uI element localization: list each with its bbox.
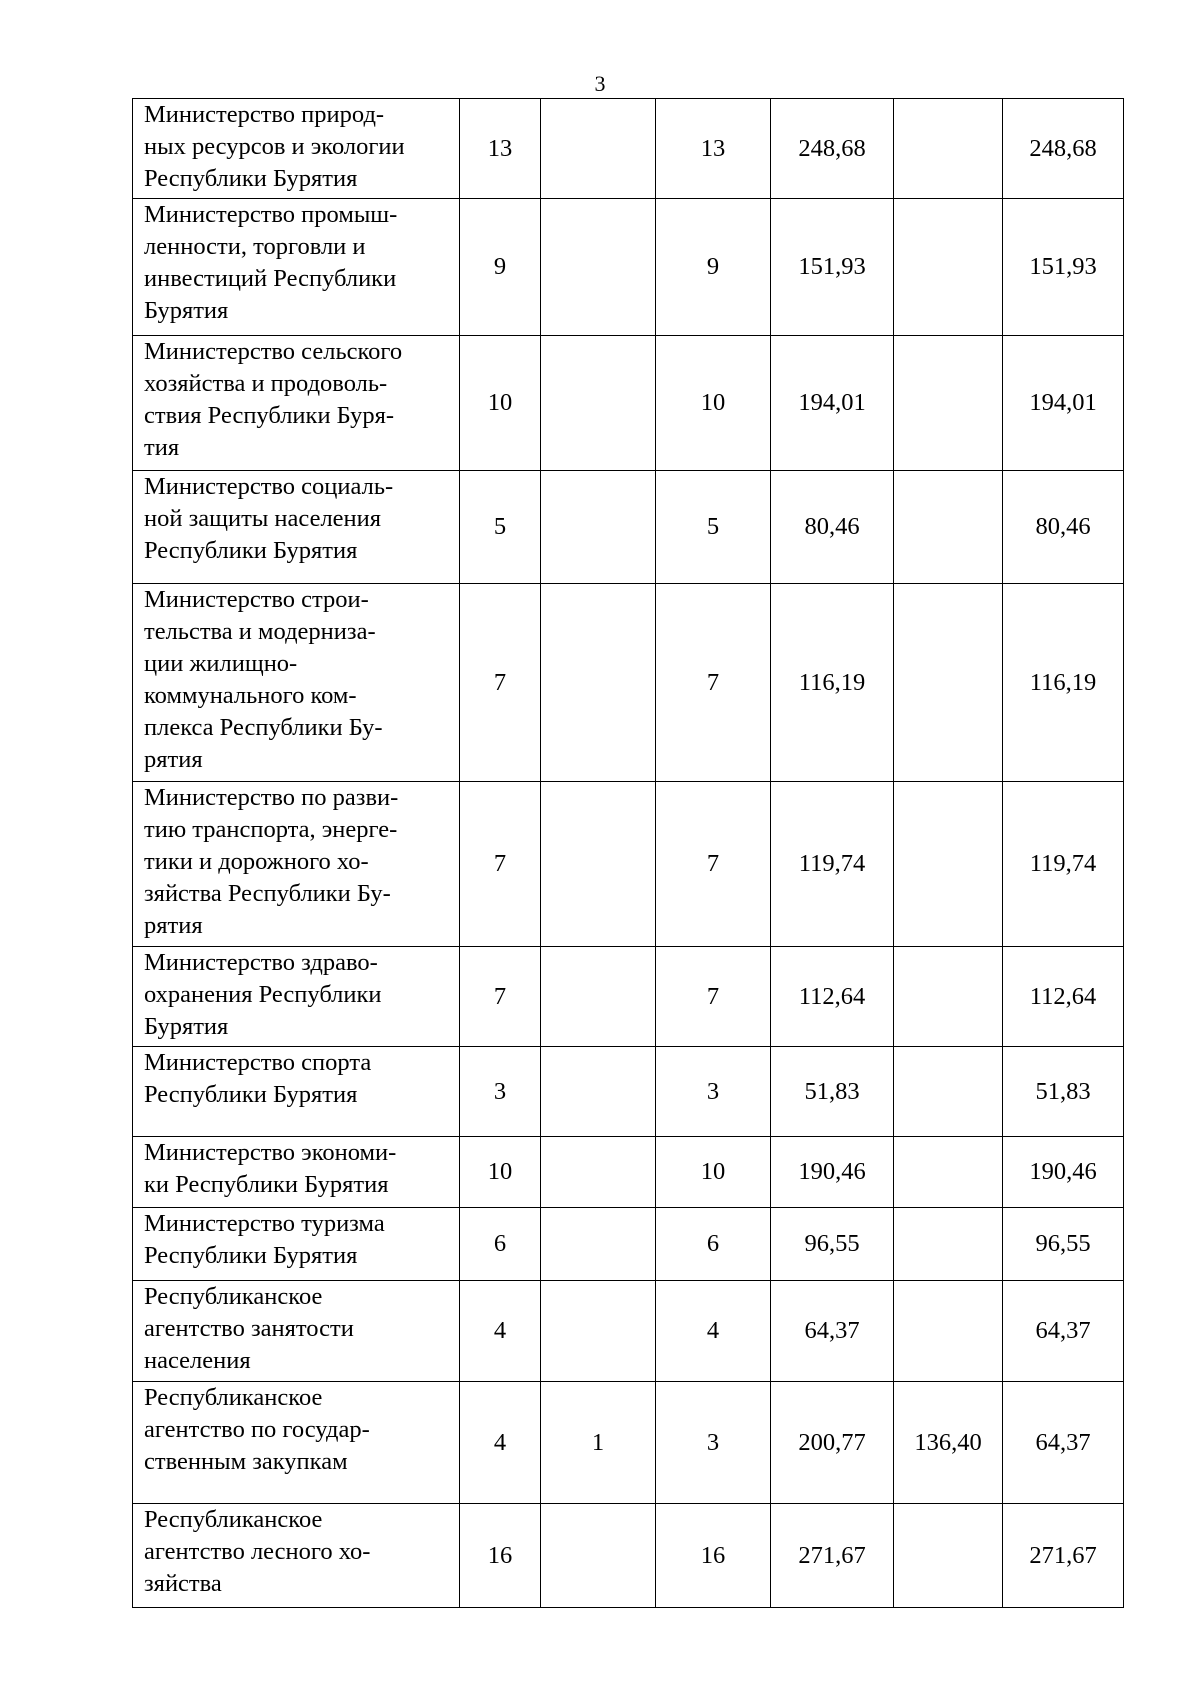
value-cell-c3: 3	[656, 1382, 771, 1504]
value-cell-c4: 116,19	[771, 584, 894, 782]
organization-name-line: Министерство экономи-	[144, 1139, 397, 1166]
value-cell-c6: 51,83	[1003, 1047, 1124, 1137]
value-cell-c5	[894, 947, 1003, 1047]
value-cell-c1: 5	[460, 471, 541, 584]
value-cell-c5	[894, 1208, 1003, 1281]
value-cell-c5	[894, 584, 1003, 782]
organization-name-line: агентство по государ-	[144, 1416, 370, 1443]
table-row	[133, 1382, 1124, 1504]
organization-name-line: плекса Республики Бу-	[144, 714, 383, 741]
value-cell-c4: 96,55	[771, 1208, 894, 1281]
organization-name-line: Республиканское	[144, 1384, 323, 1411]
value-cell-c2	[541, 471, 656, 584]
organization-name-line: Республики Бурятия	[144, 1242, 358, 1269]
organization-name-line: Министерство социаль-	[144, 473, 394, 500]
value-cell-c2	[541, 1281, 656, 1382]
value-cell-c1: 4	[460, 1281, 541, 1382]
table-row	[133, 584, 1124, 782]
value-cell-c5	[894, 471, 1003, 584]
value-cell-c5	[894, 336, 1003, 471]
organization-name-line: тельства и модерниза-	[144, 618, 376, 645]
value-cell-c3: 7	[656, 947, 771, 1047]
value-cell-c2	[541, 782, 656, 947]
value-cell-c4: 112,64	[771, 947, 894, 1047]
organization-name-line: Министерство промыш-	[144, 201, 398, 228]
table-row	[133, 947, 1124, 1047]
organization-name-cell	[133, 584, 460, 782]
value-cell-c3: 3	[656, 1047, 771, 1137]
organization-name-cell	[133, 1281, 460, 1382]
organization-name-line: ции жилищно-	[144, 650, 298, 677]
organization-name-line: рятия	[144, 746, 203, 773]
value-cell-c3: 7	[656, 584, 771, 782]
organization-name-line: Бурятия	[144, 297, 229, 324]
organization-name-line: зяйства	[144, 1570, 222, 1597]
organization-name-line: ки Республики Бурятия	[144, 1171, 389, 1198]
organization-name-line: Министерство здраво-	[144, 949, 378, 976]
organization-name-line: ствия Республики Буря-	[144, 402, 395, 429]
organization-name-cell	[133, 471, 460, 584]
table-row	[133, 1137, 1124, 1208]
value-cell-c6: 271,67	[1003, 1504, 1124, 1608]
value-cell-c5	[894, 1137, 1003, 1208]
value-cell-c4: 80,46	[771, 471, 894, 584]
table-row	[133, 336, 1124, 471]
organization-name-line: Министерство природ-	[144, 101, 385, 128]
value-cell-c4: 194,01	[771, 336, 894, 471]
value-cell-c2	[541, 1208, 656, 1281]
value-cell-c3: 10	[656, 336, 771, 471]
organization-name-line: населения	[144, 1347, 251, 1374]
value-cell-c2	[541, 1137, 656, 1208]
organization-name-line: Министерство по разви-	[144, 784, 399, 811]
value-cell-c3: 13	[656, 99, 771, 199]
organization-name-line: Министерство строи-	[144, 586, 369, 613]
value-cell-c2	[541, 1504, 656, 1608]
organization-name-line: Республиканское	[144, 1283, 323, 1310]
table-row	[133, 1047, 1124, 1137]
organization-name-line: Бурятия	[144, 1013, 229, 1040]
value-cell-c2	[541, 99, 656, 199]
value-cell-c5	[894, 199, 1003, 336]
organization-name-line: тию транспорта, энерге-	[144, 816, 398, 843]
value-cell-c2	[541, 1047, 656, 1137]
organization-name-line: ленности, торговли и	[144, 233, 366, 260]
value-cell-c5	[894, 782, 1003, 947]
value-cell-c5	[894, 1047, 1003, 1137]
value-cell-c4: 271,67	[771, 1504, 894, 1608]
value-cell-c5: 136,40	[894, 1382, 1003, 1504]
page-number: 3	[594, 71, 606, 96]
organization-name-line: Республики Бурятия	[144, 537, 358, 564]
value-cell-c1: 13	[460, 99, 541, 199]
value-cell-c1: 9	[460, 199, 541, 336]
value-cell-c3: 10	[656, 1137, 771, 1208]
value-cell-c4: 200,77	[771, 1382, 894, 1504]
value-cell-c6: 80,46	[1003, 471, 1124, 584]
organization-name-line: ной защиты населения	[144, 505, 382, 532]
value-cell-c3: 6	[656, 1208, 771, 1281]
value-cell-c6: 96,55	[1003, 1208, 1124, 1281]
table-body	[133, 99, 1124, 1608]
value-cell-c1: 4	[460, 1382, 541, 1504]
organization-name-cell	[133, 336, 460, 471]
value-cell-c6: 190,46	[1003, 1137, 1124, 1208]
value-cell-c2	[541, 199, 656, 336]
value-cell-c2	[541, 584, 656, 782]
value-cell-c1: 16	[460, 1504, 541, 1608]
organization-name-cell	[133, 1208, 460, 1281]
organization-name-line: охранения Республики	[144, 981, 382, 1008]
organization-name-cell	[133, 1047, 460, 1137]
value-cell-c5	[894, 1281, 1003, 1382]
organization-name-line: зяйства Республики Бу-	[144, 880, 391, 907]
value-cell-c1: 7	[460, 947, 541, 1047]
organization-name-line: коммунального ком-	[144, 682, 357, 709]
value-cell-c6: 119,74	[1003, 782, 1124, 947]
value-cell-c3: 7	[656, 782, 771, 947]
value-cell-c4: 151,93	[771, 199, 894, 336]
value-cell-c3: 5	[656, 471, 771, 584]
value-cell-c1: 7	[460, 782, 541, 947]
table-row	[133, 1208, 1124, 1281]
organization-name-line: рятия	[144, 912, 203, 939]
value-cell-c1: 7	[460, 584, 541, 782]
organization-name-line: хозяйства и продоволь-	[144, 370, 388, 397]
value-cell-c3: 4	[656, 1281, 771, 1382]
value-cell-c5	[894, 1504, 1003, 1608]
table-row	[133, 471, 1124, 584]
organization-name-cell	[133, 1504, 460, 1608]
table-row	[133, 782, 1124, 947]
organization-name-line: тия	[144, 434, 180, 461]
organization-name-line: агентство лесного хо-	[144, 1538, 371, 1565]
organization-name-cell	[133, 199, 460, 336]
organization-name-cell	[133, 782, 460, 947]
organization-name-line: Республики Бурятия	[144, 1081, 358, 1108]
value-cell-c6: 64,37	[1003, 1281, 1124, 1382]
value-cell-c4: 64,37	[771, 1281, 894, 1382]
value-cell-c1: 10	[460, 336, 541, 471]
organization-name-line: тики и дорожного хо-	[144, 848, 369, 875]
value-cell-c3: 16	[656, 1504, 771, 1608]
value-cell-c1: 6	[460, 1208, 541, 1281]
value-cell-c6: 248,68	[1003, 99, 1124, 199]
organization-name-line: агентство занятости	[144, 1315, 354, 1342]
organization-name-cell	[133, 1382, 460, 1504]
organization-name-line: ственным закупкам	[144, 1448, 348, 1475]
value-cell-c6: 116,19	[1003, 584, 1124, 782]
organization-name-line: инвестиций Республики	[144, 265, 397, 292]
value-cell-c6: 151,93	[1003, 199, 1124, 336]
table-row	[133, 199, 1124, 336]
organization-name-cell	[133, 99, 460, 199]
organization-name-line: Республики Бурятия	[144, 165, 358, 192]
value-cell-c2	[541, 947, 656, 1047]
organization-name-line: ных ресурсов и экологии	[144, 133, 405, 160]
value-cell-c2	[541, 336, 656, 471]
value-cell-c6: 64,37	[1003, 1382, 1124, 1504]
organization-name-line: Министерство сельского	[144, 338, 403, 365]
table-row	[133, 1281, 1124, 1382]
value-cell-c1: 10	[460, 1137, 541, 1208]
value-cell-c3: 9	[656, 199, 771, 336]
organization-name-line: Республиканское	[144, 1506, 323, 1533]
organization-name-line: Министерство спорта	[144, 1049, 372, 1076]
table-row	[133, 99, 1124, 199]
value-cell-c2: 1	[541, 1382, 656, 1504]
organization-name-cell	[133, 947, 460, 1047]
organization-name-line: Министерство туризма	[144, 1210, 385, 1237]
value-cell-c4: 51,83	[771, 1047, 894, 1137]
value-cell-c6: 112,64	[1003, 947, 1124, 1047]
table-row	[133, 1504, 1124, 1608]
organization-name-cell	[133, 1137, 460, 1208]
value-cell-c4: 190,46	[771, 1137, 894, 1208]
staff-table	[132, 98, 1124, 1608]
value-cell-c5	[894, 99, 1003, 199]
value-cell-c4: 119,74	[771, 782, 894, 947]
value-cell-c1: 3	[460, 1047, 541, 1137]
value-cell-c4: 248,68	[771, 99, 894, 199]
value-cell-c6: 194,01	[1003, 336, 1124, 471]
